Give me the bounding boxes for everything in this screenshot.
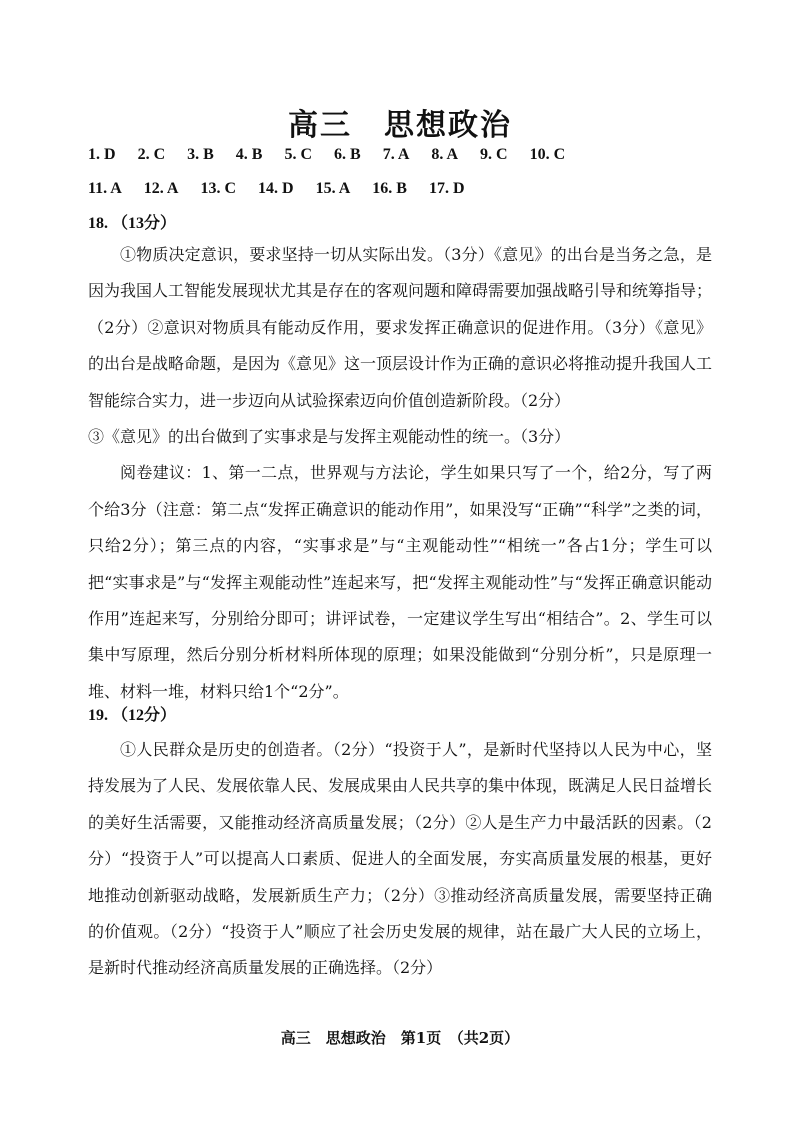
answer-item: 7. A: [382, 146, 410, 163]
q18-grading-note: 阅卷建议：1、第一二点，世界观与方法论，学生如果只写了一个，给2分，写了两个给3分（注意：第二点“发挥正确意识的能动作用”，如果没写“正确”“科学”之类的词，只给2分）；第三点的内容，“实事求是”与“主观能动性”“相统一”各占1分；学生可以把“实事求是”与“发挥主观能动性”连起来写，把“发挥主观能动性”与“发挥正确意识能动作用”连起来写，分别给分即可；讲评试卷，一定建议学生写出“相结合”。2、学生可以集中写原理，然后分别分析材料所体现的原理；如果没能做到“分别分析”，只是原理一堆、材料一堆，材料只给1个“2分”。: [88, 463, 712, 701]
answer-item: 2. C: [137, 146, 166, 163]
answer-item: 3. B: [187, 146, 214, 163]
answer-item: 16. B: [372, 180, 407, 197]
question-18-heading: 18. （13分）: [88, 215, 177, 232]
answer-item: 13. C: [200, 180, 237, 197]
answer-item: 4. B: [235, 146, 263, 163]
answer-item: 12. A: [143, 180, 179, 197]
answer-item: 10. C: [529, 146, 566, 163]
answer-item: 15. A: [315, 180, 351, 197]
page-footer: 高三 思想政治 第1页 （共2页）: [280, 1029, 520, 1047]
answer-item: 9. C: [480, 146, 508, 163]
q18-paragraph-1: ①物质决定意识，要求坚持一切从实际出发。（3分）《意见》的出台是当务之急，是因为我国人工智能发展现状尤其是存在的客观问题和障碍需要加强战略引导和统筹指导；（2分）②意识对物质具有能动反作用，要求发挥正确意识的促进作用。（3分）《意见》的出台是战略命题，是因为《意见》这一顶层设计作为正确的意识必将推动提升我国人工智能综合实力，进一步迈向从试验探索迈向价值创造新阶段。（2分）: [88, 245, 713, 410]
answers-row-1: [88, 146, 587, 164]
answer-item: 1. D: [88, 146, 116, 163]
question-19-heading: 19. （12分）: [88, 707, 177, 724]
page-title: 高三 思想政治: [288, 108, 512, 143]
answer-item: 11. A: [88, 180, 122, 197]
q18-paragraph-2: ③《意见》的出台做到了实事求是与发挥主观能动性的统一。（3分）: [88, 427, 571, 447]
answer-item: 5. C: [284, 146, 313, 163]
answers-row-2: [88, 180, 487, 198]
q19-paragraph-1: ①人民群众是历史的创造者。（2分）“投资于人”，是新时代坚持以人民为中心，坚持发展为了人民、发展依靠人民、发展成果由人民共享的集中体现，既满足人民日益增长的美好生活需要，又能推动经济高质量发展；（2分）②人是生产力中最活跃的因素。（2分）“投资于人”可以提高人口素质、促进人的全面发展，夯实高质量发展的根基，更好地推动创新驱动战略，发展新质生产力；（2分）③推动经济高质量发展，需要坚持正确的价值观。（2分）“投资于人”顺应了社会历史发展的规律，站在最广大人民的立场上，是新时代推动经济高质量发展的正确选择。（2分）: [88, 740, 713, 978]
question-19-answer: [88, 732, 712, 987]
answer-item: 17. D: [428, 180, 465, 197]
question-18-answer: [88, 237, 712, 710]
answer-item: 6. B: [334, 146, 361, 163]
answer-item: 14. D: [258, 180, 294, 197]
answer-item: 8. A: [431, 146, 459, 163]
